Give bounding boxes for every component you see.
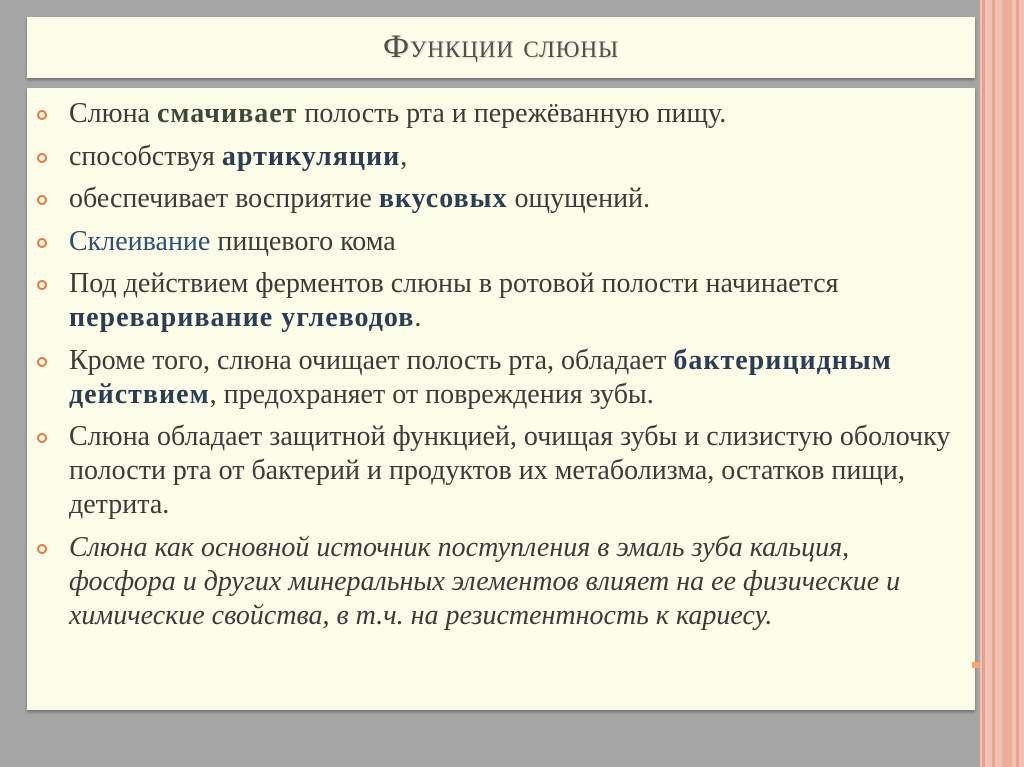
bullet-text: , предохраняет от повреждения зубы.	[209, 378, 654, 410]
list-item	[37, 140, 962, 174]
list-item	[37, 225, 962, 259]
bullet-text: ,	[400, 140, 408, 172]
stripe	[992, 0, 995, 767]
content-panel	[27, 88, 975, 710]
bullet-icon	[37, 153, 47, 163]
bullet-text: обеспечивает восприятие	[69, 183, 379, 214]
bullet-icon	[37, 195, 47, 205]
list-item	[37, 344, 962, 412]
bullet-text: .	[414, 302, 422, 333]
highlight-text: вкусовых	[378, 183, 508, 214]
highlight-text: Склеивание	[69, 225, 211, 257]
stripe	[982, 0, 985, 767]
title-panel	[27, 17, 975, 78]
bullet-text: Под действием ферментов слюны в ротовой полости начинается	[69, 268, 839, 299]
list-item	[37, 182, 962, 216]
list-item	[37, 97, 962, 131]
bullet-text: Слюна	[69, 98, 157, 129]
bullet-text: пищевого кома	[210, 225, 396, 257]
bullet-list	[37, 97, 962, 641]
bullet-icon	[37, 544, 47, 554]
stripe	[1016, 0, 1019, 767]
bullet-icon	[37, 357, 47, 367]
decorative-mark	[972, 662, 980, 668]
bullet-text: Слюна как основной источник поступления в эмаль зуба кальция, фосфора и других минеральных элементов влияет на ее физические и химические свойства, в т.ч. на резистентность к кариесу.	[69, 531, 901, 631]
bullet-text: способствуя	[69, 140, 222, 172]
slide-title: Функции слюны	[382, 29, 620, 65]
bullet-icon	[37, 110, 47, 120]
list-item	[37, 420, 962, 522]
bullet-text: Слюна обладает защитной функцией, очищая зубы и слизистую оболочку полости рта от бактерий и продуктов их метаболизма, остатков пищи, детрита.	[69, 421, 951, 520]
highlight-text: бактерицидным действием	[69, 344, 892, 410]
bullet-icon	[37, 433, 47, 443]
decorative-stripes	[980, 0, 1024, 767]
list-item	[37, 531, 962, 633]
list-item	[37, 267, 962, 335]
highlight-text: смачивает	[156, 98, 298, 129]
bullet-text: полость рта и пережёванную пищу.	[297, 98, 727, 129]
bullet-text: ощущений.	[507, 183, 651, 214]
highlight-text: переваривание углеводов	[69, 302, 415, 333]
stripe	[1002, 0, 1012, 767]
highlight-text: артикуляции	[221, 140, 401, 172]
bullet-icon	[37, 280, 47, 290]
bullet-text: Кроме того, слюна очищает полость рта, обладает	[69, 344, 674, 376]
bullet-icon	[37, 238, 47, 248]
